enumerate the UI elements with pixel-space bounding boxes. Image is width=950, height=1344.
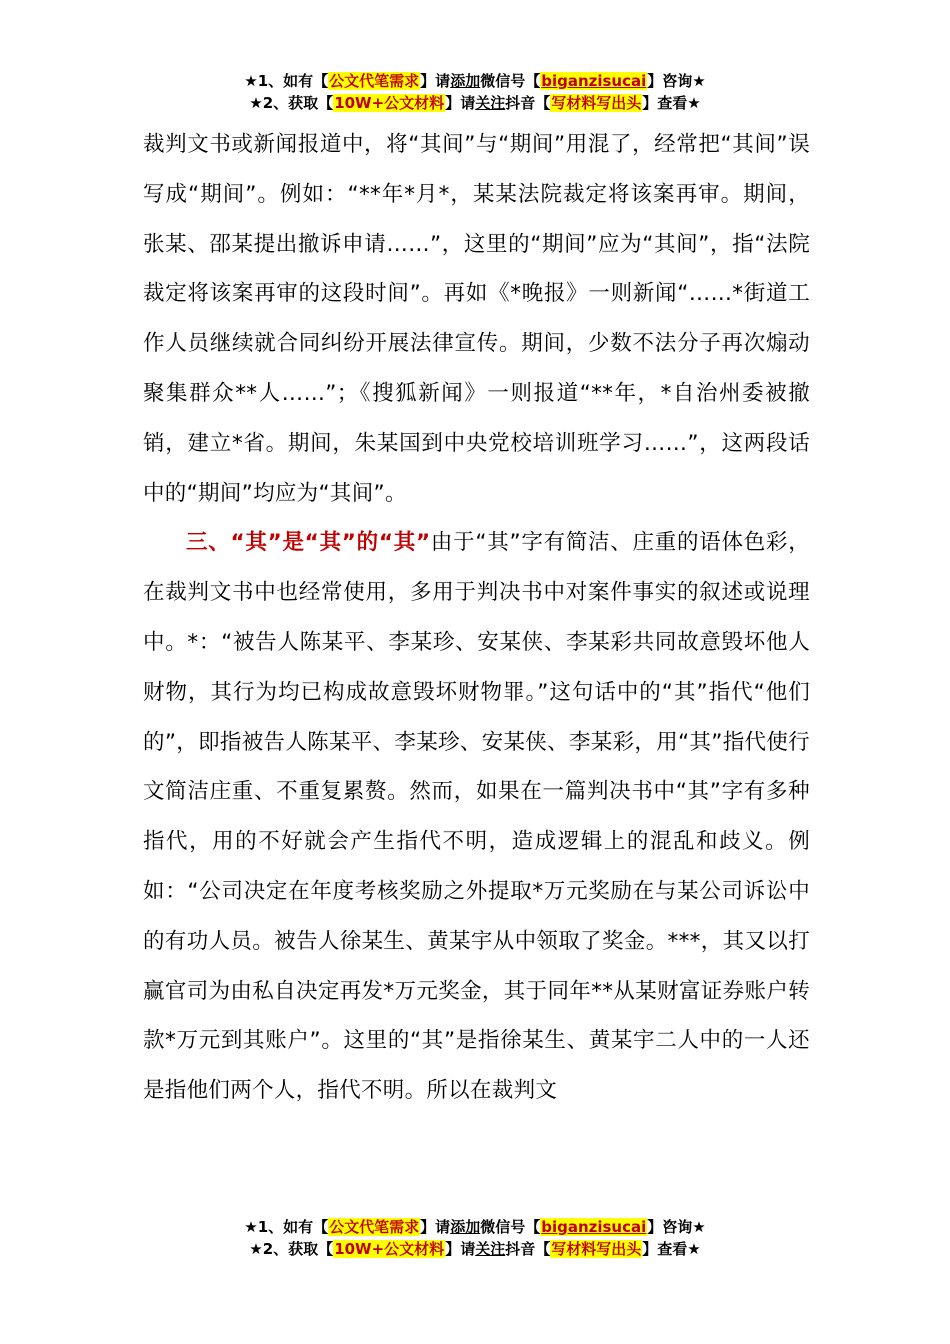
promo-highlight: 公文代笔需求 bbox=[329, 1218, 420, 1236]
promo-text: 】咨询★ bbox=[647, 1218, 706, 1236]
promo-text: ★2、获取【 bbox=[249, 94, 334, 112]
promo-line-2 bbox=[0, 92, 950, 114]
promo-highlight: 10W+公文材料 bbox=[334, 94, 445, 112]
promo-highlight: 10W+公文材料 bbox=[334, 1240, 445, 1258]
promo-text: 】查看★ bbox=[642, 1240, 701, 1258]
promo-text: 微信号【 bbox=[480, 1218, 541, 1236]
promo-underlined-text: 添加 bbox=[450, 1218, 481, 1236]
promo-text: 】请 bbox=[420, 1218, 451, 1236]
promo-highlight: 公文代笔需求 bbox=[329, 72, 420, 90]
promo-text: 】请 bbox=[445, 94, 476, 112]
paragraph: 裁判文书或新闻报道中，将“其间”与“期间”用混了，经常把“其间”误写成“期间”。例如：“**年*月*，某某法院裁定将该案再审。期间，张某、邵某提出撤诉申请……”，这里的“期间”应为“其间”，指“法院裁定将该案再审的这段时间”。再如《*晚报》一则新闻“……*街道工作人员继续就合同纠纷开展法律宣传。期间，少数不法分子再次煽动聚集群众**人……”；《搜狐新闻》一则报道“**年，*自治州委被撤销，建立*省。期间，朱某国到中央党校培训班学习……”，这两段话中的“期间”均应为“其间”。 bbox=[143, 132, 810, 506]
promo-text: 抖音【 bbox=[505, 94, 551, 112]
douyin-account-highlight: 写材料写出头 bbox=[551, 1240, 642, 1258]
promo-text: 抖音【 bbox=[505, 1240, 551, 1258]
promo-text: 】请 bbox=[445, 1240, 476, 1258]
promo-banner-bottom bbox=[0, 1216, 950, 1260]
paragraph-text: 由于“其”字有简洁、庄重的语体色彩，在裁判文书中也经常使用，多用于判决书中对案件事实的叙述或说理中。*：“被告人陈某平、李某珍、安某侠、李某彩共同故意毁坏他人财物，其行为均已构成故意毁坏财物罪。”这句话中的“其”指代“他们的”，即指被告人陈某平、李某珍、安某侠、李某彩，用“其”指代使行文简洁庄重、不重复累赘。然而，如果在一篇判决书中“其”字有多种指代，用的不好就会产生指代不明，造成逻辑上的混乱和歧义。例如：“公司决定在年度考核奖励之外提取*万元奖励在与某公司诉讼中的有功人员。被告人徐某生、黄某宇从中领取了奖金。***，其又以打赢官司为由私自决定再发*万元奖金，其于同年**从某财富证券账户转款*万元到其账户”。这里的“其”是指徐某生、黄某宇二人中的一人还是指他们两个人，指代不明。所以在裁判文 bbox=[143, 530, 811, 1104]
promo-underlined-text: 关注 bbox=[475, 94, 506, 112]
promo-text: ★1、如有【 bbox=[244, 72, 329, 90]
section-heading: 三、“其”是“其”的“其” bbox=[186, 530, 431, 556]
document-body bbox=[143, 120, 810, 1116]
promo-text: 】查看★ bbox=[642, 94, 701, 112]
douyin-account-highlight: 写材料写出头 bbox=[551, 94, 642, 112]
promo-text: 】咨询★ bbox=[647, 72, 706, 90]
promo-text: 微信号【 bbox=[480, 72, 541, 90]
wechat-id-link[interactable]: biganzisucai bbox=[541, 1218, 647, 1236]
promo-underlined-text: 关注 bbox=[475, 1240, 506, 1258]
wechat-id-link[interactable]: biganzisucai bbox=[541, 72, 647, 90]
promo-text: 】请 bbox=[420, 72, 451, 90]
promo-text: ★2、获取【 bbox=[249, 1240, 334, 1258]
promo-line-1 bbox=[0, 70, 950, 92]
promo-text: ★1、如有【 bbox=[244, 1218, 329, 1236]
paragraph bbox=[143, 518, 810, 1116]
promo-underlined-text: 添加 bbox=[450, 72, 481, 90]
promo-line-1 bbox=[0, 1216, 950, 1238]
promo-banner-top bbox=[0, 70, 950, 114]
promo-line-2 bbox=[0, 1238, 950, 1260]
